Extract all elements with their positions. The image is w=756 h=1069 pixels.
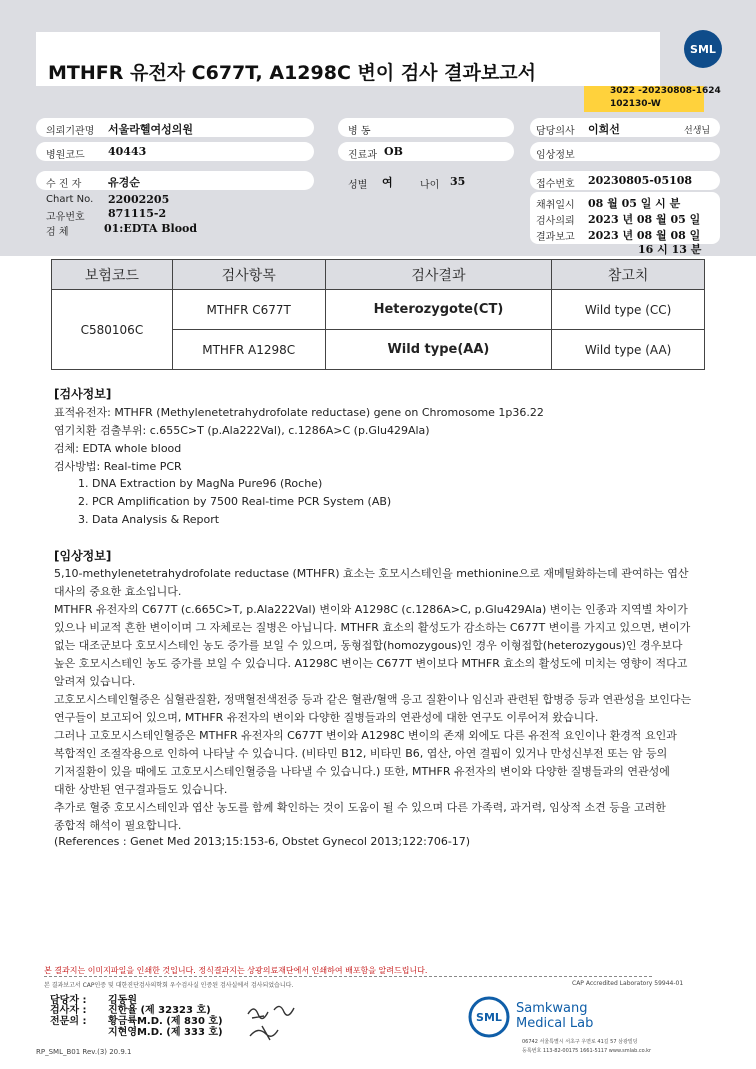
patient-label: 수 진 자 <box>46 179 82 190</box>
svg-text:SML: SML <box>476 1011 502 1024</box>
collect-value: 08 월 05 일 시 분 <box>588 197 681 210</box>
report-code-line1: 3022 -20230808-1624 <box>610 86 721 96</box>
test-result-cell: Wild type(AA) <box>325 330 552 370</box>
test-step: 1. DNA Extraction by MagNa Pure96 (Roche) <box>78 477 323 490</box>
request-label: 검사의뢰 <box>536 216 575 227</box>
doctor-suffix: 선생님 <box>684 126 711 136</box>
request-value: 2023 년 08 월 05 일 <box>588 213 701 226</box>
reference-cell: Wild type (CC) <box>552 290 705 330</box>
hospital-code-value: 40443 <box>108 145 147 158</box>
clinical-info-title: [임상정보] <box>54 549 112 563</box>
clinical-info-line: 알려져 있습니다. <box>54 675 136 688</box>
signature-image <box>244 1000 300 1044</box>
test-info-line: 검체: EDTA whole blood <box>54 442 182 455</box>
reference-cell: Wild type (AA) <box>552 330 705 370</box>
brand-name-line2: Medical Lab <box>516 1016 594 1031</box>
dept-label: 진료과 <box>348 150 377 161</box>
sml-logo: SML <box>684 30 722 68</box>
footer-divider <box>44 976 652 977</box>
col-test-item: 검사항목 <box>172 260 325 290</box>
cap-accreditation: CAP Accredited Laboratory 59944-01 <box>572 980 684 987</box>
clinical-info-line: 없는 대조군보다 호모시스테인 농도 증가를 보일 수 있으며, 동형접합(homozygous)인 경우 이형접합(heterozygous)인 경우보다 <box>54 639 683 652</box>
institution-label: 의뢰기관명 <box>46 126 95 137</box>
chart-value: 22002205 <box>108 193 170 206</box>
institution-value: 서울라헬여성의원 <box>108 123 194 136</box>
test-info-line: 검사방법: Real-time PCR <box>54 460 182 473</box>
signer-value: 황금륙M.D. (제 830 호) <box>108 1016 223 1027</box>
specimen-label: 검 체 <box>46 227 69 238</box>
test-info-line: 염기치환 검출부위: c.655C>T (p.Ala222Val), c.1286A>C (p.Glu429Ala) <box>54 424 430 437</box>
sex-label: 성별 <box>348 180 368 191</box>
ward-label: 병 동 <box>348 126 371 137</box>
clinical-info-line: 고호모시스테인혈증은 심혈관질환, 정맥혈전색전증 등과 같은 혈관/혈액 응고 질환이나 임신과 관련된 합병증 등과 연관성을 보인다는 <box>54 693 692 706</box>
clinical-info-line: 추가로 혈중 호모시스테인과 엽산 농도를 함께 확인하는 것이 도움이 될 수 있으며 다른 가족력, 과거력, 임상적 소견 등을 고려한 <box>54 801 666 814</box>
clinical-info-line: 있으나 비교적 흔한 변이이며 그 자체로는 질병은 아닙니다. MTHFR 효소의 활성도가 감소하는 C677T 변이를 가지고 있으면, 변이가 <box>54 621 691 634</box>
clinical-info-line: 높은 호모시스테인 농도 증가를 보일 수 있습니다. A1298C 변이는 C677T 변이보다 MTHFR 효소의 활성도에 미치는 영향이 적다고 <box>54 657 688 670</box>
signer-value: 진한율 (제 32323 호) <box>108 1005 211 1016</box>
age-label: 나이 <box>420 180 440 191</box>
clinical-info-line: 대한 상반된 연구결과들도 있습니다. <box>54 783 228 796</box>
age-value: 35 <box>450 175 466 188</box>
dept-value: OB <box>384 145 403 158</box>
sex-value: 여 <box>382 176 393 189</box>
signer-label: 검사자 : <box>50 1005 87 1016</box>
clinical-info-line: 대사의 중요한 효소입니다. <box>54 585 182 598</box>
report-value: 2023 년 08 월 08 일 <box>588 229 701 242</box>
test-step: 2. PCR Amplification by 7500 Real-time PCR System (AB) <box>78 495 392 508</box>
clinical-info-line: 5,10-methylenetetrahydrofolate reductase (MTHFR) 효소는 호모시스테인을 methionine으로 재메틸화하는데 관여하는 엽산 <box>54 567 689 580</box>
form-number: RP_SML_B01 Rev.(3) 20.9.1 <box>36 1048 132 1056</box>
doctor-label: 담당의사 <box>536 126 575 137</box>
clinical-info-line: 종합적 해석이 필요합니다. <box>54 819 182 832</box>
clinical-info-line: 복합적인 조절작용으로 인하여 나타날 수 있습니다. (비타민 B12, 비타민 B6, 엽산, 아연 결핍이 있거나 만성신부전 또는 암 등의 <box>54 747 668 760</box>
signer-label: 전문의 : <box>50 1016 87 1027</box>
test-info-line: 표적유전자: MTHFR (Methylenetetrahydrofolate reductase) gene on Chromosome 1p36.22 <box>54 406 544 419</box>
test-info-title: [검사정보] <box>54 387 112 401</box>
clinical-info-line: (References : Genet Med 2013;15:153-6, Obstet Gynecol 2013;122:706-17) <box>54 835 471 848</box>
collect-label: 채취일시 <box>536 200 575 211</box>
insurance-code-cell: C580106C <box>52 290 173 370</box>
chart-label: Chart No. <box>46 194 94 205</box>
samkwang-logo-icon <box>468 996 510 1038</box>
hospital-code-label: 병원코드 <box>46 150 85 161</box>
signer-value: 지현영M.D. (제 333 호) <box>108 1027 223 1038</box>
clinical-info-line: 기저질환이 있을 때에도 고호모시스테인혈증을 나타낼 수 있습니다.) 또한, MTHFR 유전자의 변이와 다양한 질병들과의 연관성에 <box>54 765 670 778</box>
certification-notice: 본 결과보고서 CAP인증 및 대한진단검사의학회 우수검사실 인증된 검사실에서 검사되었습니다. <box>44 982 294 989</box>
report-code-line2: 102130-W <box>610 99 661 109</box>
test-item-cell: MTHFR A1298C <box>172 330 325 370</box>
clinical-label: 임상정보 <box>536 150 575 161</box>
signer-value: 김동원 <box>108 995 137 1006</box>
report-label: 결과보고 <box>536 232 575 243</box>
clinical-info-line: MTHFR 유전자의 C677T (c.665C>T, p.Ala222Val) 변이와 A1298C (c.1286A>C, p.Glu429Ala) 변이는 인종과 지역별 차이가 <box>54 603 688 616</box>
table-row <box>52 290 705 330</box>
report-time-value: 16 시 13 분 <box>638 243 702 256</box>
address-line1: 06742 서울특별시 서초구 우면로 41길 57 삼광빌딩 <box>522 1039 638 1045</box>
unique-label: 고유번호 <box>46 212 85 223</box>
specimen-value: 01:EDTA Blood <box>104 222 198 235</box>
patient-value: 유경순 <box>108 176 140 189</box>
clinical-info-line: 연구들이 보고되어 있으며, MTHFR 유전자의 변이와 다양한 질병들과의 연관성에 대한 연구도 이루어져 왔습니다. <box>54 711 599 724</box>
doctor-value: 이희선 <box>588 123 620 136</box>
test-step: 3. Data Analysis & Report <box>78 513 220 526</box>
image-notice: 본 결과지는 이미지파일을 인쇄한 것입니다. 정식결과지는 상광의료재단에서 인쇄하여 배포함을 알려드립니다. <box>44 966 428 975</box>
results-table <box>51 259 705 370</box>
brand-name-line1: Samkwang <box>516 1001 588 1016</box>
receipt-value: 20230805-05108 <box>588 174 693 187</box>
test-result-cell: Heterozygote(CT) <box>325 290 552 330</box>
report-title: MTHFR 유전자 C677T, A1298C 변이 검사 결과보고서 <box>48 62 536 84</box>
unique-value: 871115-2 <box>108 207 167 220</box>
col-reference: 참고치 <box>552 260 705 290</box>
results-header-row <box>52 260 705 290</box>
test-item-cell: MTHFR C677T <box>172 290 325 330</box>
signer-label: 담당자 : <box>50 995 87 1006</box>
col-test-result: 검사결과 <box>325 260 552 290</box>
receipt-label: 접수번호 <box>536 179 575 190</box>
col-insurance-code: 보험코드 <box>52 260 173 290</box>
address-line2: 등록번호 113-82-00175 1661-5117 www.smlab.co.kr <box>522 1048 652 1054</box>
clinical-info-line: 그러나 고호모시스테인혈증은 MTHFR 유전자의 C677T 변이와 A1298C 변이의 존재 외에도 다른 유전적 요인이나 환경적 요인과 <box>54 729 677 742</box>
